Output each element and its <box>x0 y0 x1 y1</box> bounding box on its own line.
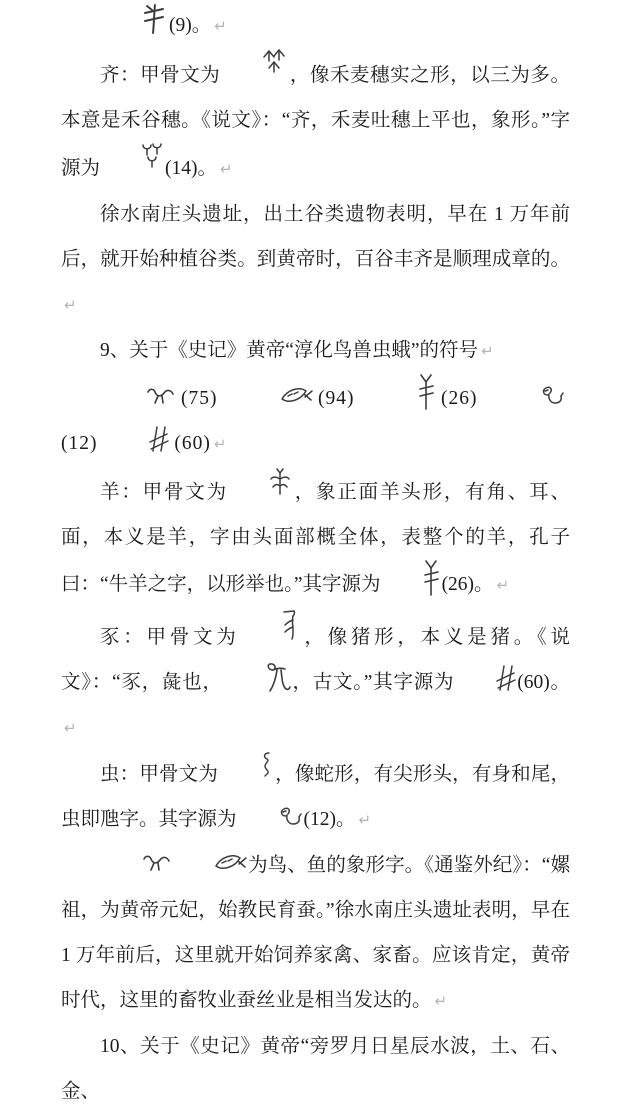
oracle-yang-icon <box>230 467 291 495</box>
text-run: 豕：甲骨文为 <box>100 627 240 648</box>
text-run: (12) <box>61 433 104 454</box>
oracle-hash-icon <box>109 425 168 453</box>
para-qi-definition <box>61 49 570 192</box>
oracle-fish-icon <box>175 851 246 873</box>
paragraph-mark-icon: ↵ <box>496 576 510 594</box>
oracle-bird-icon <box>106 384 175 406</box>
oracle-sheep-icon <box>378 374 435 410</box>
para-yang-definition <box>61 467 570 608</box>
text-run: ，像猪形，本义是猪。《说文》：“豕，彘也， <box>61 627 570 693</box>
oracle-hash-icon <box>456 664 515 692</box>
paragraph-mark-icon: ↵ <box>220 160 233 178</box>
text-run: 虫：甲骨文为 <box>100 764 218 785</box>
paragraph-mark-icon: ↵ <box>434 992 448 1010</box>
text-run: (60)。 <box>517 672 570 693</box>
oracle-qi-sprouts-icon <box>102 143 163 171</box>
para-bird-fish-silk <box>61 843 570 1024</box>
text-run: ，象正面羊头形，有角、耳、面，本义是羊，字由头面部概全体，表整个的羊，孔子曰：“牛羊之字，以形举也。”其字源为 <box>61 482 570 595</box>
para-shi-definition <box>61 608 570 751</box>
paragraph-mark-icon: ↵ <box>64 296 77 314</box>
oracle-fish-icon <box>241 384 312 406</box>
paragraph-mark-icon: ↵ <box>213 435 227 453</box>
paragraph-mark-icon: ↵ <box>481 342 494 360</box>
text-run: (26) <box>441 388 495 409</box>
text-run: ，像蛇形，有尖形头，有身和尾，虫即虺字。其字源为 <box>61 764 570 830</box>
text-run: (75) <box>181 388 235 409</box>
para-feng-ref <box>61 3 570 49</box>
oracle-pig-icon <box>242 608 299 640</box>
text-run: 齐：甲骨文为 <box>100 65 221 86</box>
text-run: 9、关于《史记》黄帝“淳化鸟兽虫蛾”的符号 <box>100 340 479 361</box>
para-xushui-grain <box>61 192 570 328</box>
paragraph-mark-icon: ↵ <box>64 719 77 737</box>
paragraph-mark-icon: ↵ <box>358 811 372 829</box>
paragraph-mark-icon: ↵ <box>214 17 227 35</box>
text-run: (14)。 <box>165 158 218 179</box>
text-run: (9)。 <box>169 15 212 36</box>
oracle-snake-icon <box>239 807 302 827</box>
text-run: (26)。 <box>441 574 494 595</box>
text-run: ，像禾麦穗实之形，以三为多。本意是禾谷穗。《说文》：“齐，禾麦吐穗上平也，象形。”字源为 <box>61 65 570 179</box>
text-run: 10、关于《史记》黄帝“旁罗月日星辰水波，土、石、金、 <box>61 1036 570 1102</box>
para-chong-definition <box>61 751 570 843</box>
text-run: 徐水南庄头遗址，出土谷类遗物表明，早在 1 万年前后，就开始种植谷类。到黄帝时，百谷丰齐是顺理成章的。 <box>61 204 570 270</box>
oracle-sheep-icon <box>383 560 440 596</box>
oracle-bird-icon <box>102 851 171 873</box>
oracle-feng-icon <box>102 4 167 34</box>
text-run: ，古文。”其字源为 <box>291 672 455 693</box>
text-run: 羊：甲骨文为 <box>100 482 228 503</box>
text-run: (12)。 <box>303 809 356 830</box>
oracle-qi-icon <box>222 49 287 75</box>
heading-item-9 <box>61 328 570 374</box>
para-symbol-row <box>61 374 570 467</box>
text-run: (60) <box>174 433 211 454</box>
oracle-pig-ancient-icon <box>225 662 290 694</box>
oracle-snake-icon <box>501 386 564 406</box>
text-run: (94) <box>318 388 372 409</box>
heading-item-10 <box>61 1024 570 1114</box>
oracle-chong-icon <box>220 751 273 777</box>
text-run: 为鸟、鱼的象形字。《通鉴外纪》：“嫘祖，为黄帝元妃，始教民育蚕。”徐水南庄头遗址表明，早在 1 万年前后，这里就开始饲养家禽、家畜。应该肯定，黄帝时代，这里的畜牧业蚕丝业是相当发达的。 <box>61 855 570 1011</box>
